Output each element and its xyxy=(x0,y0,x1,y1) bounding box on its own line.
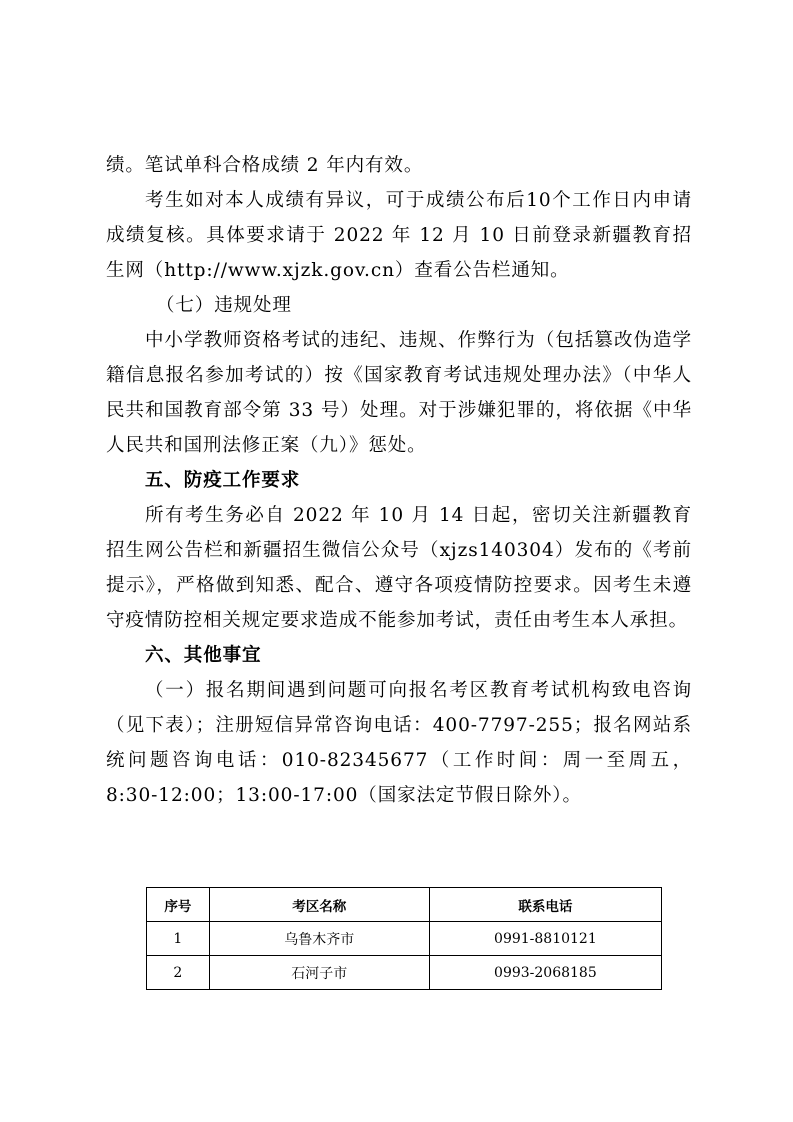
score-review-paragraph: 考生如对本人成绩有异议，可于成绩公布后10个工作日内申请成绩复核。具体要求请于 2022 年 12 月 10 日前登录新疆教育招生网（http://www.xjzk.gov.cn）查看公告栏通知。 xyxy=(106,190,692,281)
header-area-name: 考区名称 xyxy=(209,888,429,922)
table-row xyxy=(147,922,662,956)
epidemic-prevention-paragraph: 所有考生务必自 2022 年 10 月 14 日起，密切关注新疆教育招生网公告栏和新疆招生微信公众号（xjzs140304）发布的《考前提示》，严格做到知悉、配合、遵守各项疫情防控要求。因考生未遵守疫情防控相关规定要求造成不能参加考试，责任由考生本人承担。 xyxy=(106,505,692,631)
row-area-name: 乌鲁木齐市 xyxy=(209,922,429,956)
consultation-paragraph: （一）报名期间遇到问题可向报名考区教育考试机构致电咨询（见下表）；注册短信异常咨询电话：400-7797-255；报名网站系统问题咨询电话：010-82345677（工作时间：周一至周五，8:30-12:00；13:00-17:00（国家法定节假日除外）。 xyxy=(106,680,692,806)
exam-area-contact-table xyxy=(146,887,662,990)
subsection-title-violations: （七）违规处理 xyxy=(156,295,292,316)
section-title-epidemic-prevention: 五、防疫工作要求 xyxy=(145,470,301,491)
row-phone: 0993-2068185 xyxy=(429,956,661,990)
section-title-other-matters: 六、其他事宜 xyxy=(145,645,262,666)
row-area-name: 石河子市 xyxy=(209,956,429,990)
document-body xyxy=(106,148,692,813)
row-seq: 2 xyxy=(147,956,210,990)
row-seq: 1 xyxy=(147,922,210,956)
header-phone: 联系电话 xyxy=(429,888,661,922)
continuation-line: 绩。笔试单科合格成绩 2 年内有效。 xyxy=(106,155,424,176)
table-row xyxy=(147,956,662,990)
table-header-row xyxy=(147,888,662,922)
row-phone: 0991-8810121 xyxy=(429,922,661,956)
header-seq: 序号 xyxy=(147,888,210,922)
violation-handling-paragraph: 中小学教师资格考试的违纪、违规、作弊行为（包括篡改伪造学籍信息报名参加考试的）按《国家教育考试违规处理办法》（中华人民共和国教育部令第 33 号）处理。对于涉嫌犯罪的，将依据《中华人民共和国刑法修正案（九）》惩处。 xyxy=(106,330,692,456)
